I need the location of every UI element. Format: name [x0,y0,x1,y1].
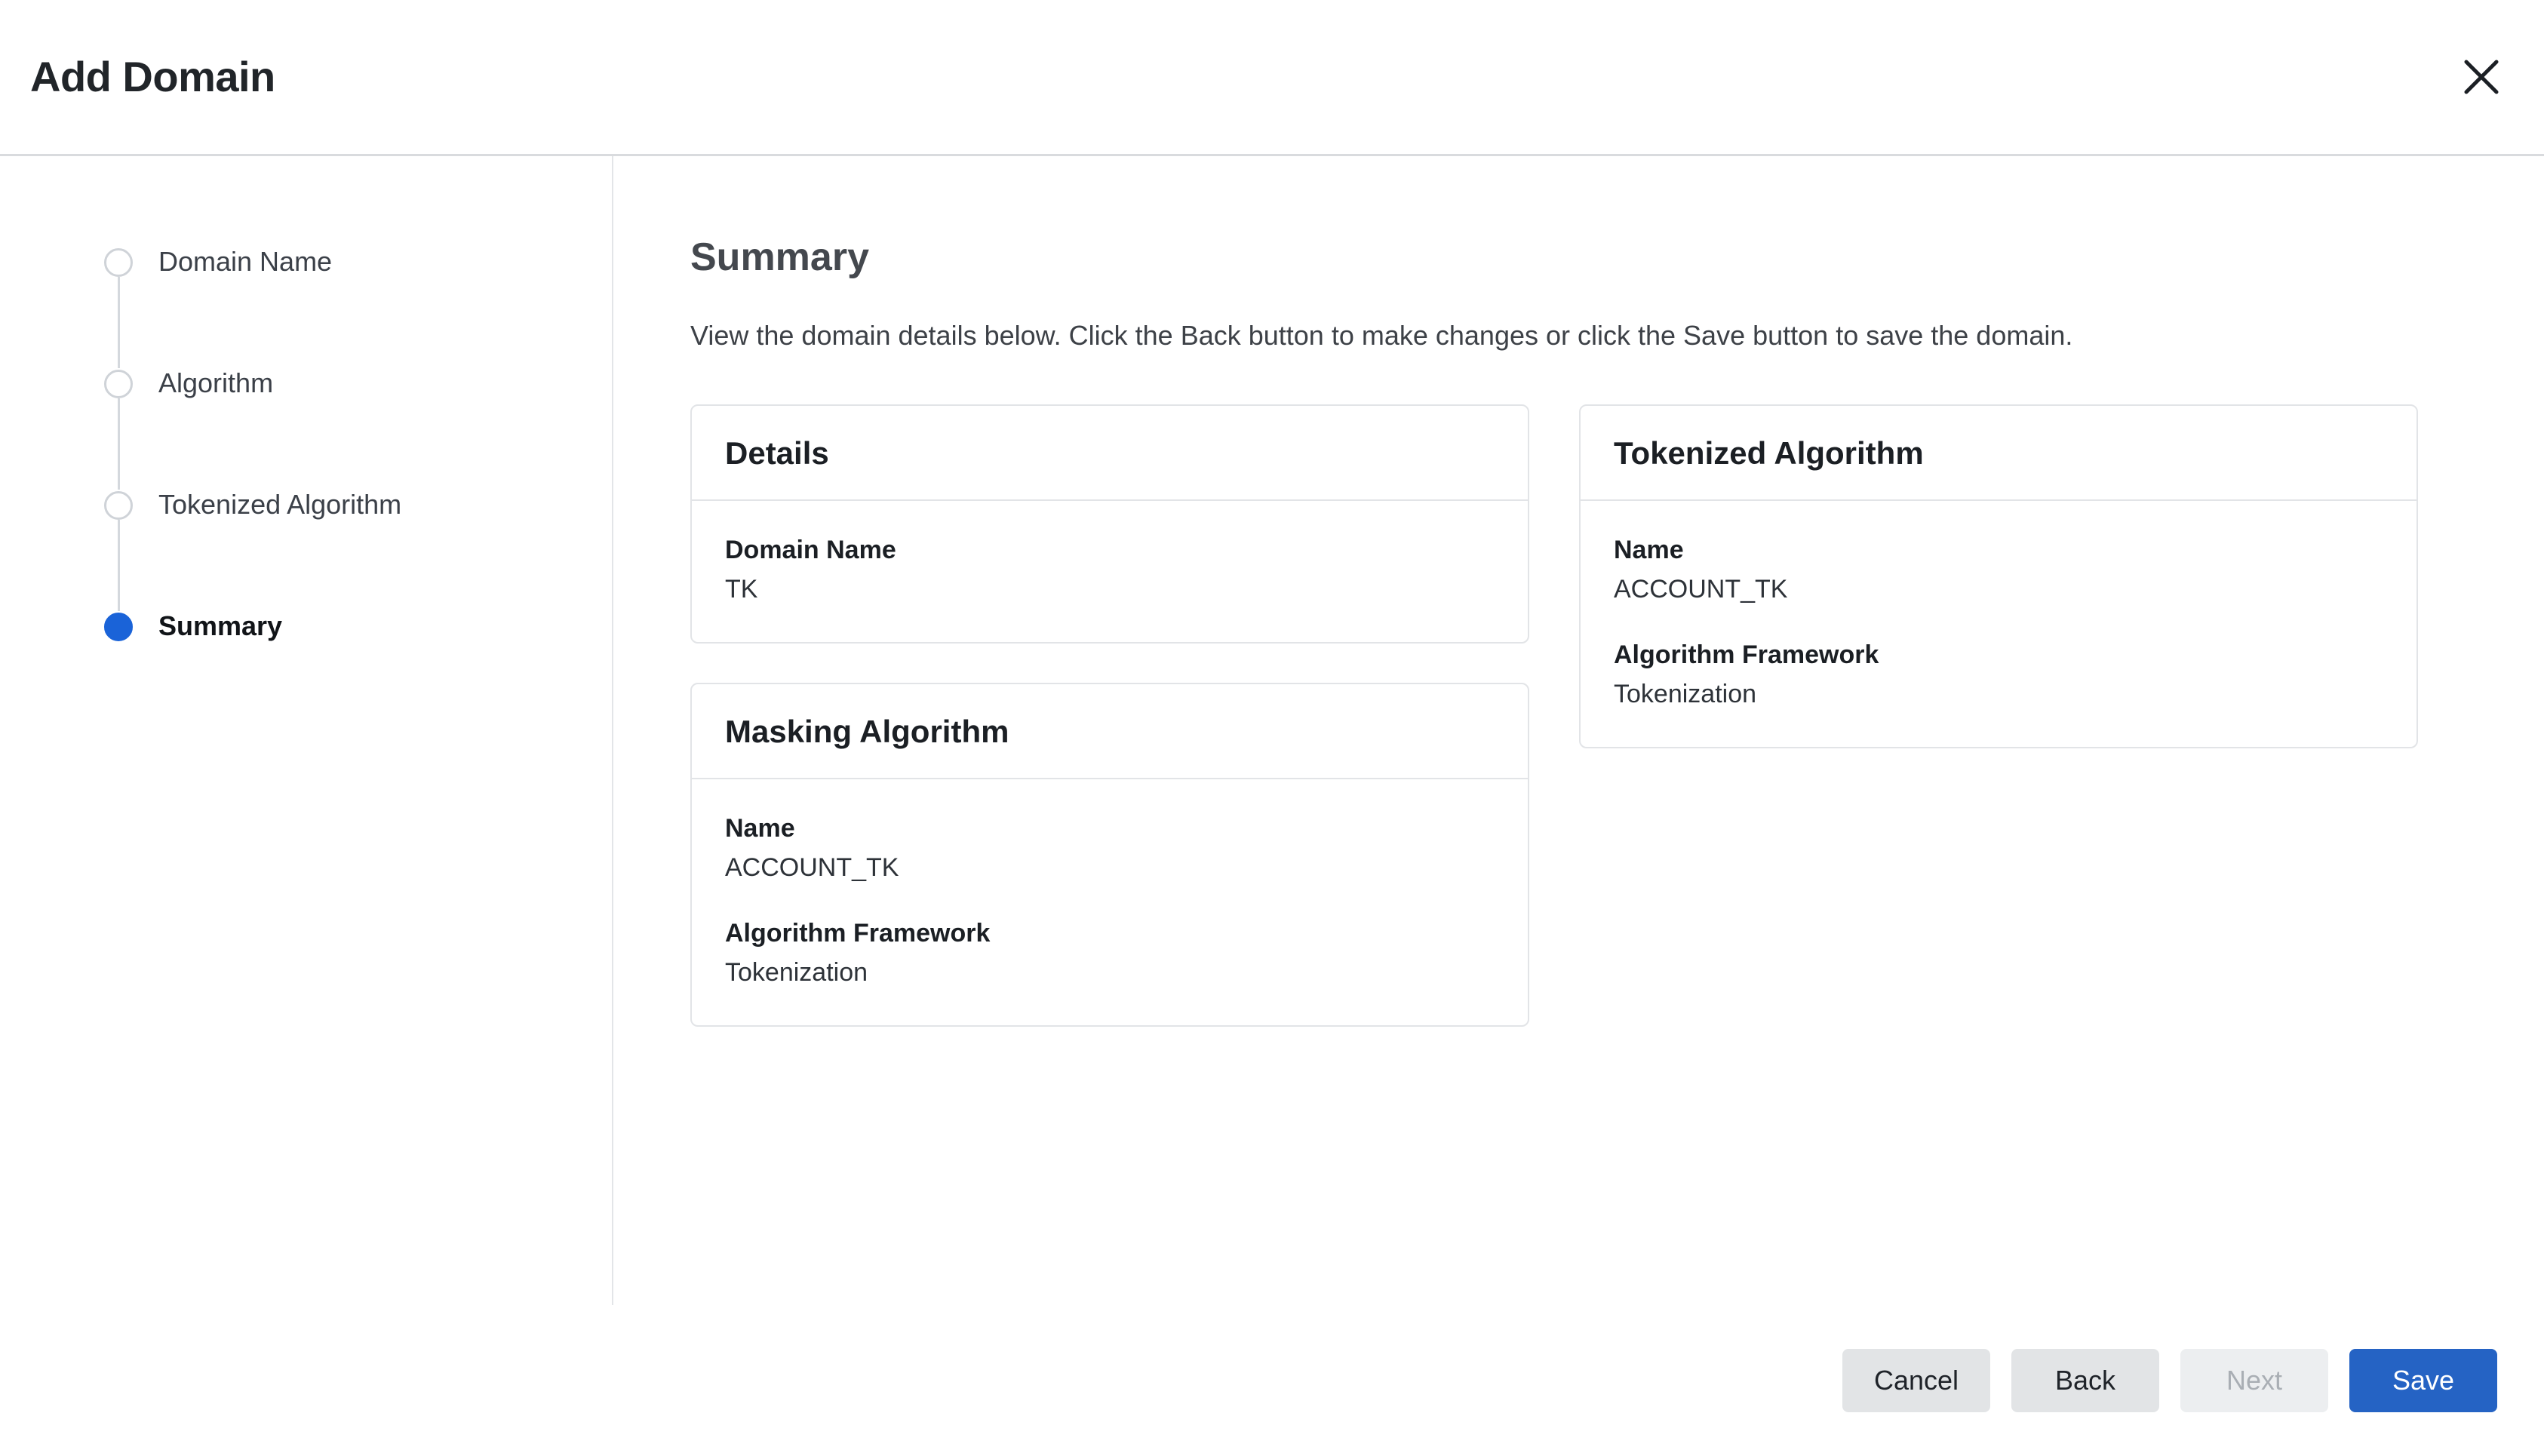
section-title: Summary [690,235,869,279]
dialog-header [0,0,2544,156]
stepper-item-domain-name[interactable] [0,247,612,368]
field-tokenized-name [1614,534,2383,606]
step-marker-icon [104,248,133,277]
step-connector [118,277,120,368]
stepper-item-tokenized-algorithm[interactable] [0,490,612,611]
field-masking-framework [725,917,1495,989]
close-button[interactable] [2452,48,2511,106]
step-marker-icon [104,491,133,520]
stepper-item-label: Algorithm [158,367,274,398]
field-label: Domain Name [725,535,896,564]
summary-left-column [690,404,1529,1027]
stepper-item-algorithm[interactable] [0,368,612,490]
field-value: ACCOUNT_TK [725,853,899,883]
field-value: TK [725,575,758,604]
summary-content [613,156,2544,1305]
dialog-body [0,156,2544,1305]
masking-algorithm-card-title: Masking Algorithm [692,684,1528,779]
next-button: Next [2180,1349,2328,1412]
masking-algorithm-card [690,683,1529,1027]
cancel-button[interactable]: Cancel [1842,1349,1990,1412]
step-connector [118,398,120,490]
field-label: Name [725,813,795,843]
field-domain-name [725,534,1495,606]
page-title: Add Domain [30,53,275,100]
details-card [690,404,1529,644]
step-marker-icon [104,613,133,641]
field-label: Name [1614,535,1684,564]
stepper-item-label: Summary [158,610,283,641]
field-label: Algorithm Framework [725,918,991,948]
summary-right-column [1579,404,2418,748]
stepper-item-summary[interactable] [0,611,612,733]
details-card-title: Details [692,406,1528,501]
save-button[interactable]: Save [2349,1349,2497,1412]
dialog-footer [0,1305,2544,1456]
summary-cards [690,404,2472,1027]
tokenized-algorithm-card-body [1581,501,2416,747]
stepper-item-label: Domain Name [158,246,333,277]
details-card-body [692,501,1528,642]
step-marker-icon [104,370,133,398]
field-value: ACCOUNT_TK [1614,575,1788,604]
back-button[interactable]: Back [2011,1349,2159,1412]
tokenized-algorithm-card [1579,404,2418,748]
stepper-item-label: Tokenized Algorithm [158,489,402,520]
tokenized-algorithm-card-title: Tokenized Algorithm [1581,406,2416,501]
field-value: Tokenization [725,958,868,988]
field-label: Algorithm Framework [1614,640,1879,669]
field-masking-name [725,812,1495,884]
step-connector [118,520,120,611]
field-tokenized-framework [1614,639,2383,711]
wizard-stepper [0,156,613,1305]
section-description: View the domain details below. Click the Back button to make changes or click the Save button to save the domain. [690,320,2073,351]
close-icon [2460,56,2503,98]
field-value: Tokenization [1614,680,1757,709]
masking-algorithm-card-body [692,779,1528,1025]
